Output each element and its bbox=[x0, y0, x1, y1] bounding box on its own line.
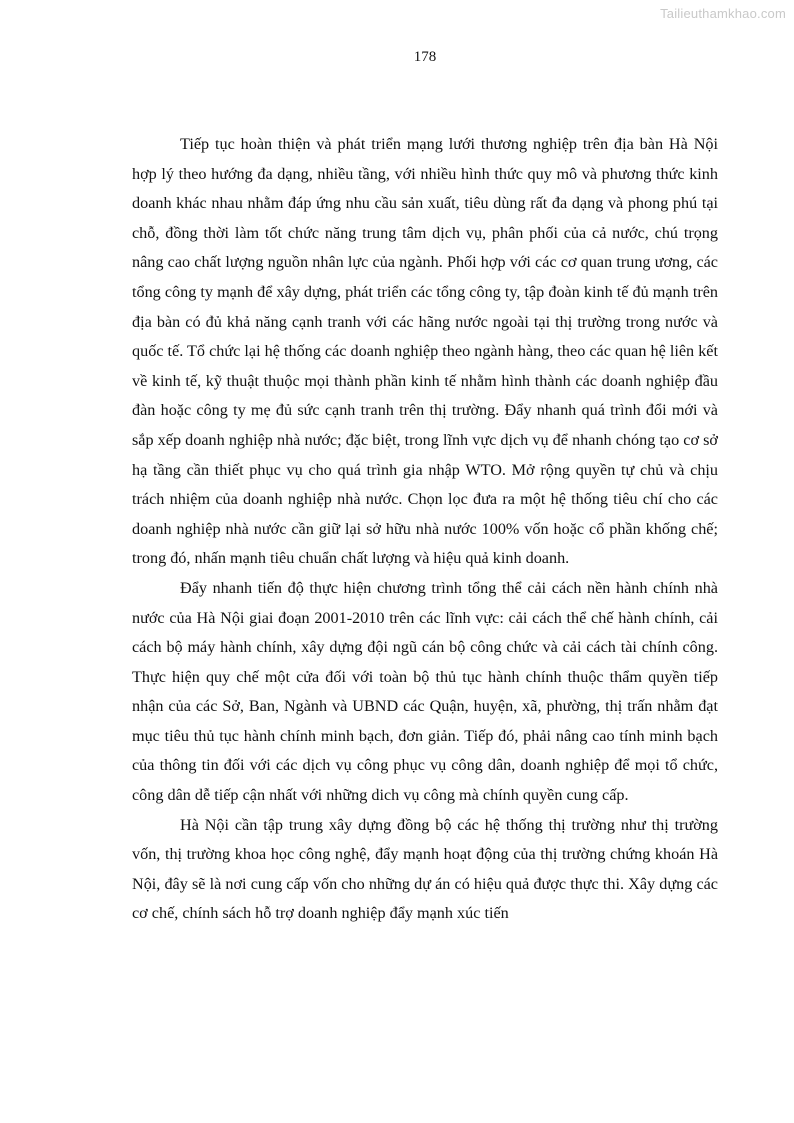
document-body bbox=[132, 130, 718, 929]
paragraph-1: Tiếp tục hoàn thiện và phát triển mạng lưới thương nghiệp trên địa bàn Hà Nội hợp lý theo hướng đa dạng, nhiều tầng, với nhiều hình thức quy mô và phương thức kinh doanh khác nhau nhằm đáp ứng nhu cầu sản xuất, tiêu dùng rất đa dạng và phong phú tại chỗ, đồng thời làm tốt chức năng trung tâm dịch vụ, phân phối của cả nước, chú trọng nâng cao chất lượng nguồn nhân lực của ngành. Phối hợp với các cơ quan trung ương, các tổng công ty mạnh để xây dựng, phát triển các tổng công ty, tập đoàn kinh tế đủ mạnh trên địa bàn có đủ khả năng cạnh tranh với các hãng nước ngoài tại thị trường trong nước và quốc tế. Tổ chức lại hệ thống các doanh nghiệp theo ngành hàng, theo các quan hệ liên kết về kinh tế, kỹ thuật thuộc mọi thành phần kinh tế nhằm hình thành các doanh nghiệp đầu đàn hoặc công ty mẹ đủ sức cạnh tranh trên thị trường. Đẩy nhanh quá trình đổi mới và sắp xếp doanh nghiệp nhà nước; đặc biệt, trong lĩnh vực dịch vụ để nhanh chóng tạo cơ sở hạ tầng cần thiết phục vụ cho quá trình gia nhập WTO. Mở rộng quyền tự chủ và chịu trách nhiệm của doanh nghiệp nhà nước. Chọn lọc đưa ra một hệ thống tiêu chí cho các doanh nghiệp nhà nước cần giữ lại sở hữu nhà nước 100% vốn hoặc cổ phần khống chế; trong đó, nhấn mạnh tiêu chuẩn chất lượng và hiệu quả kinh doanh. bbox=[132, 135, 718, 568]
page-number: 178 bbox=[413, 49, 437, 65]
paragraph-2: Đẩy nhanh tiến độ thực hiện chương trình tổng thể cải cách nền hành chính nhà nước của Hà Nội giai đoạn 2001-2010 trên các lĩnh vực: cải cách thể chế hành chính, cải cách bộ máy hành chính, xây dựng đội ngũ cán bộ công chức và cải cách tài chính công. Thực hiện quy chế một cửa đối với toàn bộ thủ tục hành chính thuộc thẩm quyền tiếp nhận của các Sở, Ban, Ngành và UBND các Quận, huyện, xã, phường, thị trấn nhằm đạt mục tiêu thủ tục hành chính minh bạch, đơn giản. Tiếp đó, phải nâng cao tính minh bạch của thông tin đối với các dịch vụ công phục vụ công dân, doanh nghiệp để mọi tổ chức, công dân dễ tiếp cận nhất với những dich vụ công mà chính quyền cung cấp. bbox=[132, 578, 718, 805]
watermark-text: Tailieuthamkhao.com bbox=[660, 6, 786, 21]
paragraph-3: Hà Nội cần tập trung xây dựng đồng bộ các hệ thống thị trường như thị trường vốn, thị trường khoa học công nghệ, đẩy mạnh hoạt động của thị trường chứng khoán Hà Nội, đây sẽ là nơi cung cấp vốn cho những dự án có hiệu quả được thực thi. Xây dựng các cơ chế, chính sách hỗ trợ doanh nghiệp đẩy mạnh xúc tiến bbox=[132, 815, 718, 923]
